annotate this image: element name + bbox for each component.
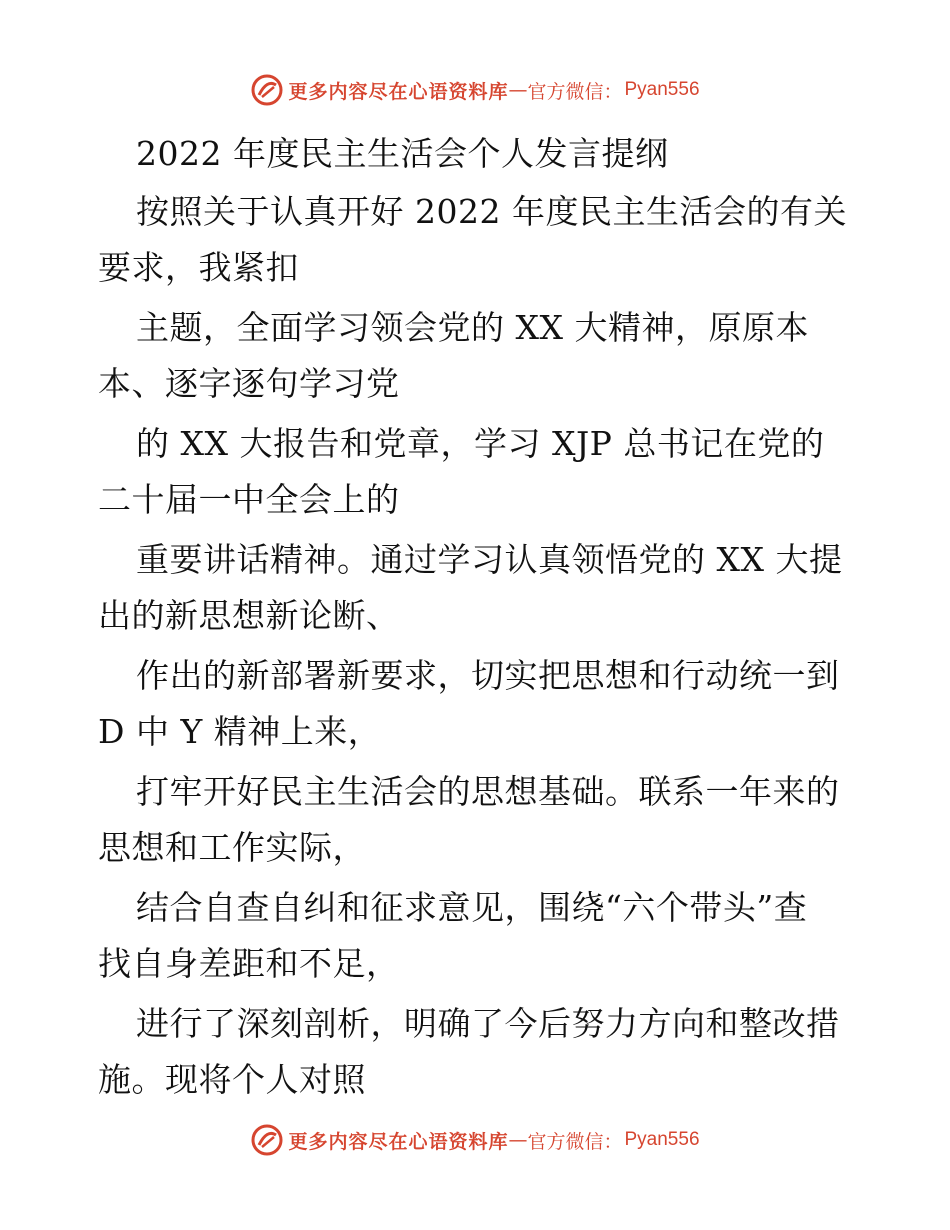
paragraph-line: 结合自查自纠和征求意见，围绕“六个带头”查: [136, 888, 808, 927]
paragraph-line: 的 XX 大报告和党章，学习 XJP 总书记在党的: [136, 424, 825, 463]
paragraph-line: 本、逐字逐句学习党: [98, 364, 400, 403]
banner-wechat-id: Pyan556: [624, 1129, 700, 1150]
document-title: 2022 年度民主生活会个人发言提纲: [136, 134, 669, 173]
banner-brand-text: 更多内容尽在心语资料库: [288, 80, 509, 103]
banner-official-label: 官方微信：: [527, 80, 623, 103]
brand-logo-icon: [250, 1123, 284, 1157]
paragraph-line: 主题，全面学习领会党的 XX 大精神，原原本: [136, 308, 809, 347]
paragraph-line: 施。现将个人对照: [98, 1060, 366, 1099]
paragraph-line: 要求，我紧扣: [98, 248, 299, 287]
paragraph-line: 重要讲话精神。通过学习认真领悟党的 XX 大提: [136, 540, 843, 579]
banner-brand-text: 更多内容尽在心语资料库: [288, 1130, 509, 1153]
paragraph-line: 出的新思想新论断、: [98, 596, 400, 635]
banner-official-label: 官方微信：: [527, 1130, 623, 1153]
header-banner: [0, 70, 950, 110]
paragraph-line: 打牢开好民主生活会的思想基础。联系一年来的: [136, 772, 840, 811]
banner-wechat-id: Pyan556: [624, 79, 700, 100]
banner-dash: —: [508, 1129, 528, 1151]
paragraph-line: D 中 Y 精神上来，: [98, 712, 382, 751]
paragraph-line: 按照关于认真开好 2022 年度民主生活会的有关: [136, 192, 847, 231]
banner-dash: —: [508, 79, 528, 101]
footer-banner: [0, 1120, 950, 1160]
paragraph-line: 二十届一中全会上的: [98, 480, 400, 519]
paragraph-line: 进行了深刻剖析，明确了今后努力方向和整改措: [136, 1004, 840, 1043]
paragraph-line: 思想和工作实际，: [98, 828, 366, 867]
brand-logo-icon: [250, 73, 284, 107]
paragraph-line: 作出的新部署新要求，切实把思想和行动统一到: [136, 656, 840, 695]
paragraph-line: 找自身差距和不足，: [98, 944, 400, 983]
